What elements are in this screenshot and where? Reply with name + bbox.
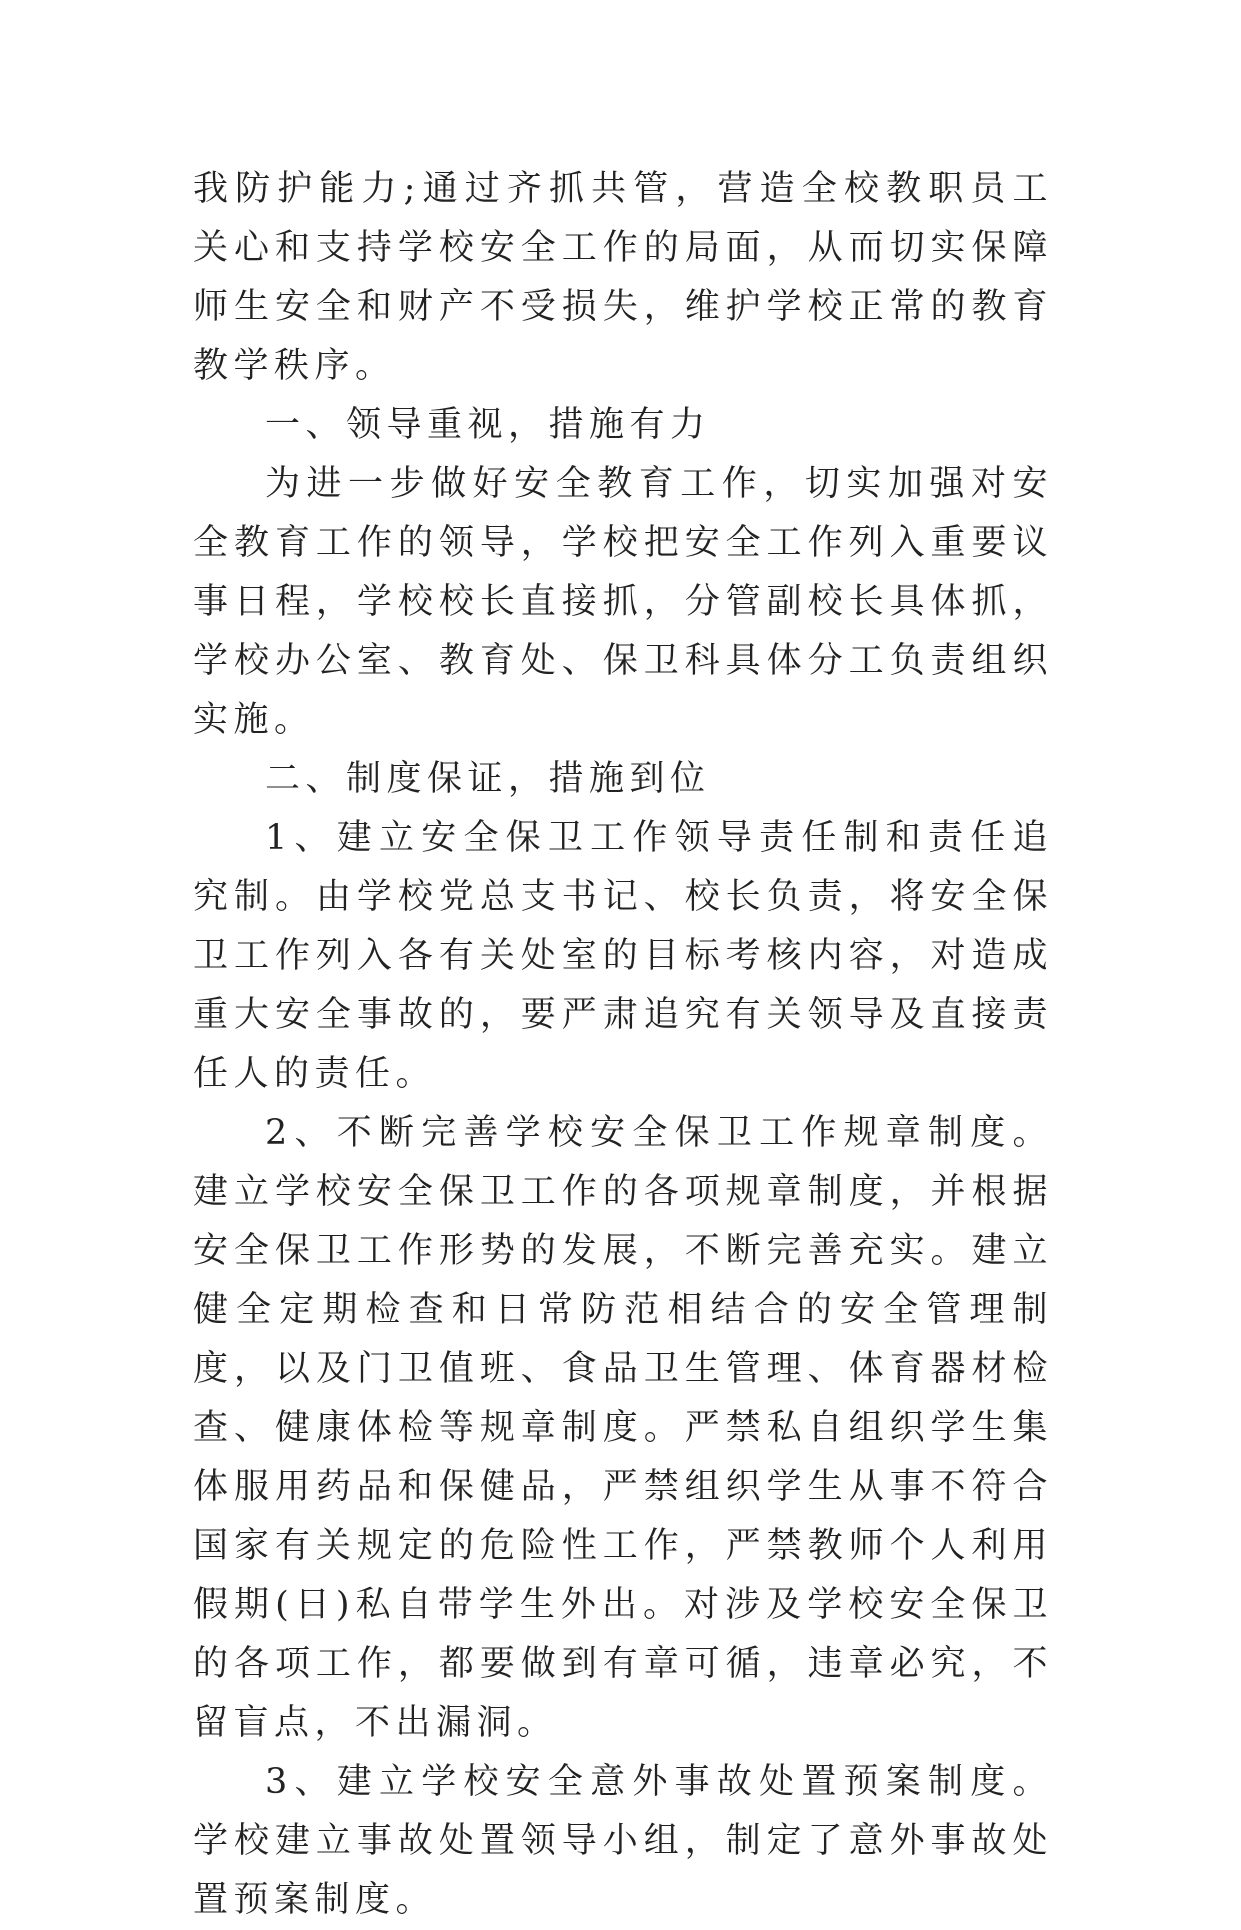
body-text bbox=[193, 160, 1053, 1930]
paragraph-item-2: 2、不断完善学校安全保卫工作规章制度。建立学校安全保卫工作的各项规章制度，并根据安全保卫工作形势的发展，不断完善充实。建立健全定期检查和日常防范相结合的安全管理制度，以及门卫值班、食品卫生管理、体育器材检查、健康体检等规章制度。严禁私自组织学生集体服用药品和保健品，严禁组织学生从事不符合国家有关规定的危险性工作，严禁教师个人利用假期(日)私自带学生外出。对涉及学校安全保卫的各项工作，都要做到有章可循，违章必究，不留盲点，不出漏洞。 bbox=[193, 1113, 1053, 1743]
paragraph-item-3: 3、建立学校安全意外事故处置预案制度。学校建立事故处置领导小组，制定了意外事故处置预案制度。 bbox=[193, 1762, 1053, 1920]
section-heading-2: 二、制度保证，措施到位 bbox=[265, 759, 711, 799]
paragraph-leadership: 为进一步做好安全教育工作，切实加强对安全教育工作的领导，学校把安全工作列入重要议事日程，学校校长直接抓，分管副校长具体抓，学校办公室、教育处、保卫科具体分工负责组织实施。 bbox=[193, 464, 1053, 740]
paragraph-item-1: 1、建立安全保卫工作领导责任制和责任追究制。由学校党总支书记、校长负责，将安全保卫工作列入各有关处室的目标考核内容，对造成重大安全事故的，要严肃追究有关领导及直接责任人的责任。 bbox=[193, 818, 1053, 1094]
paragraph-continuation: 我防护能力;通过齐抓共管，营造全校教职员工关心和支持学校安全工作的局面，从而切实保障师生安全和财产不受损失，维护学校正常的教育教学秩序。 bbox=[193, 169, 1053, 386]
section-heading-1: 一、领导重视，措施有力 bbox=[265, 405, 711, 445]
